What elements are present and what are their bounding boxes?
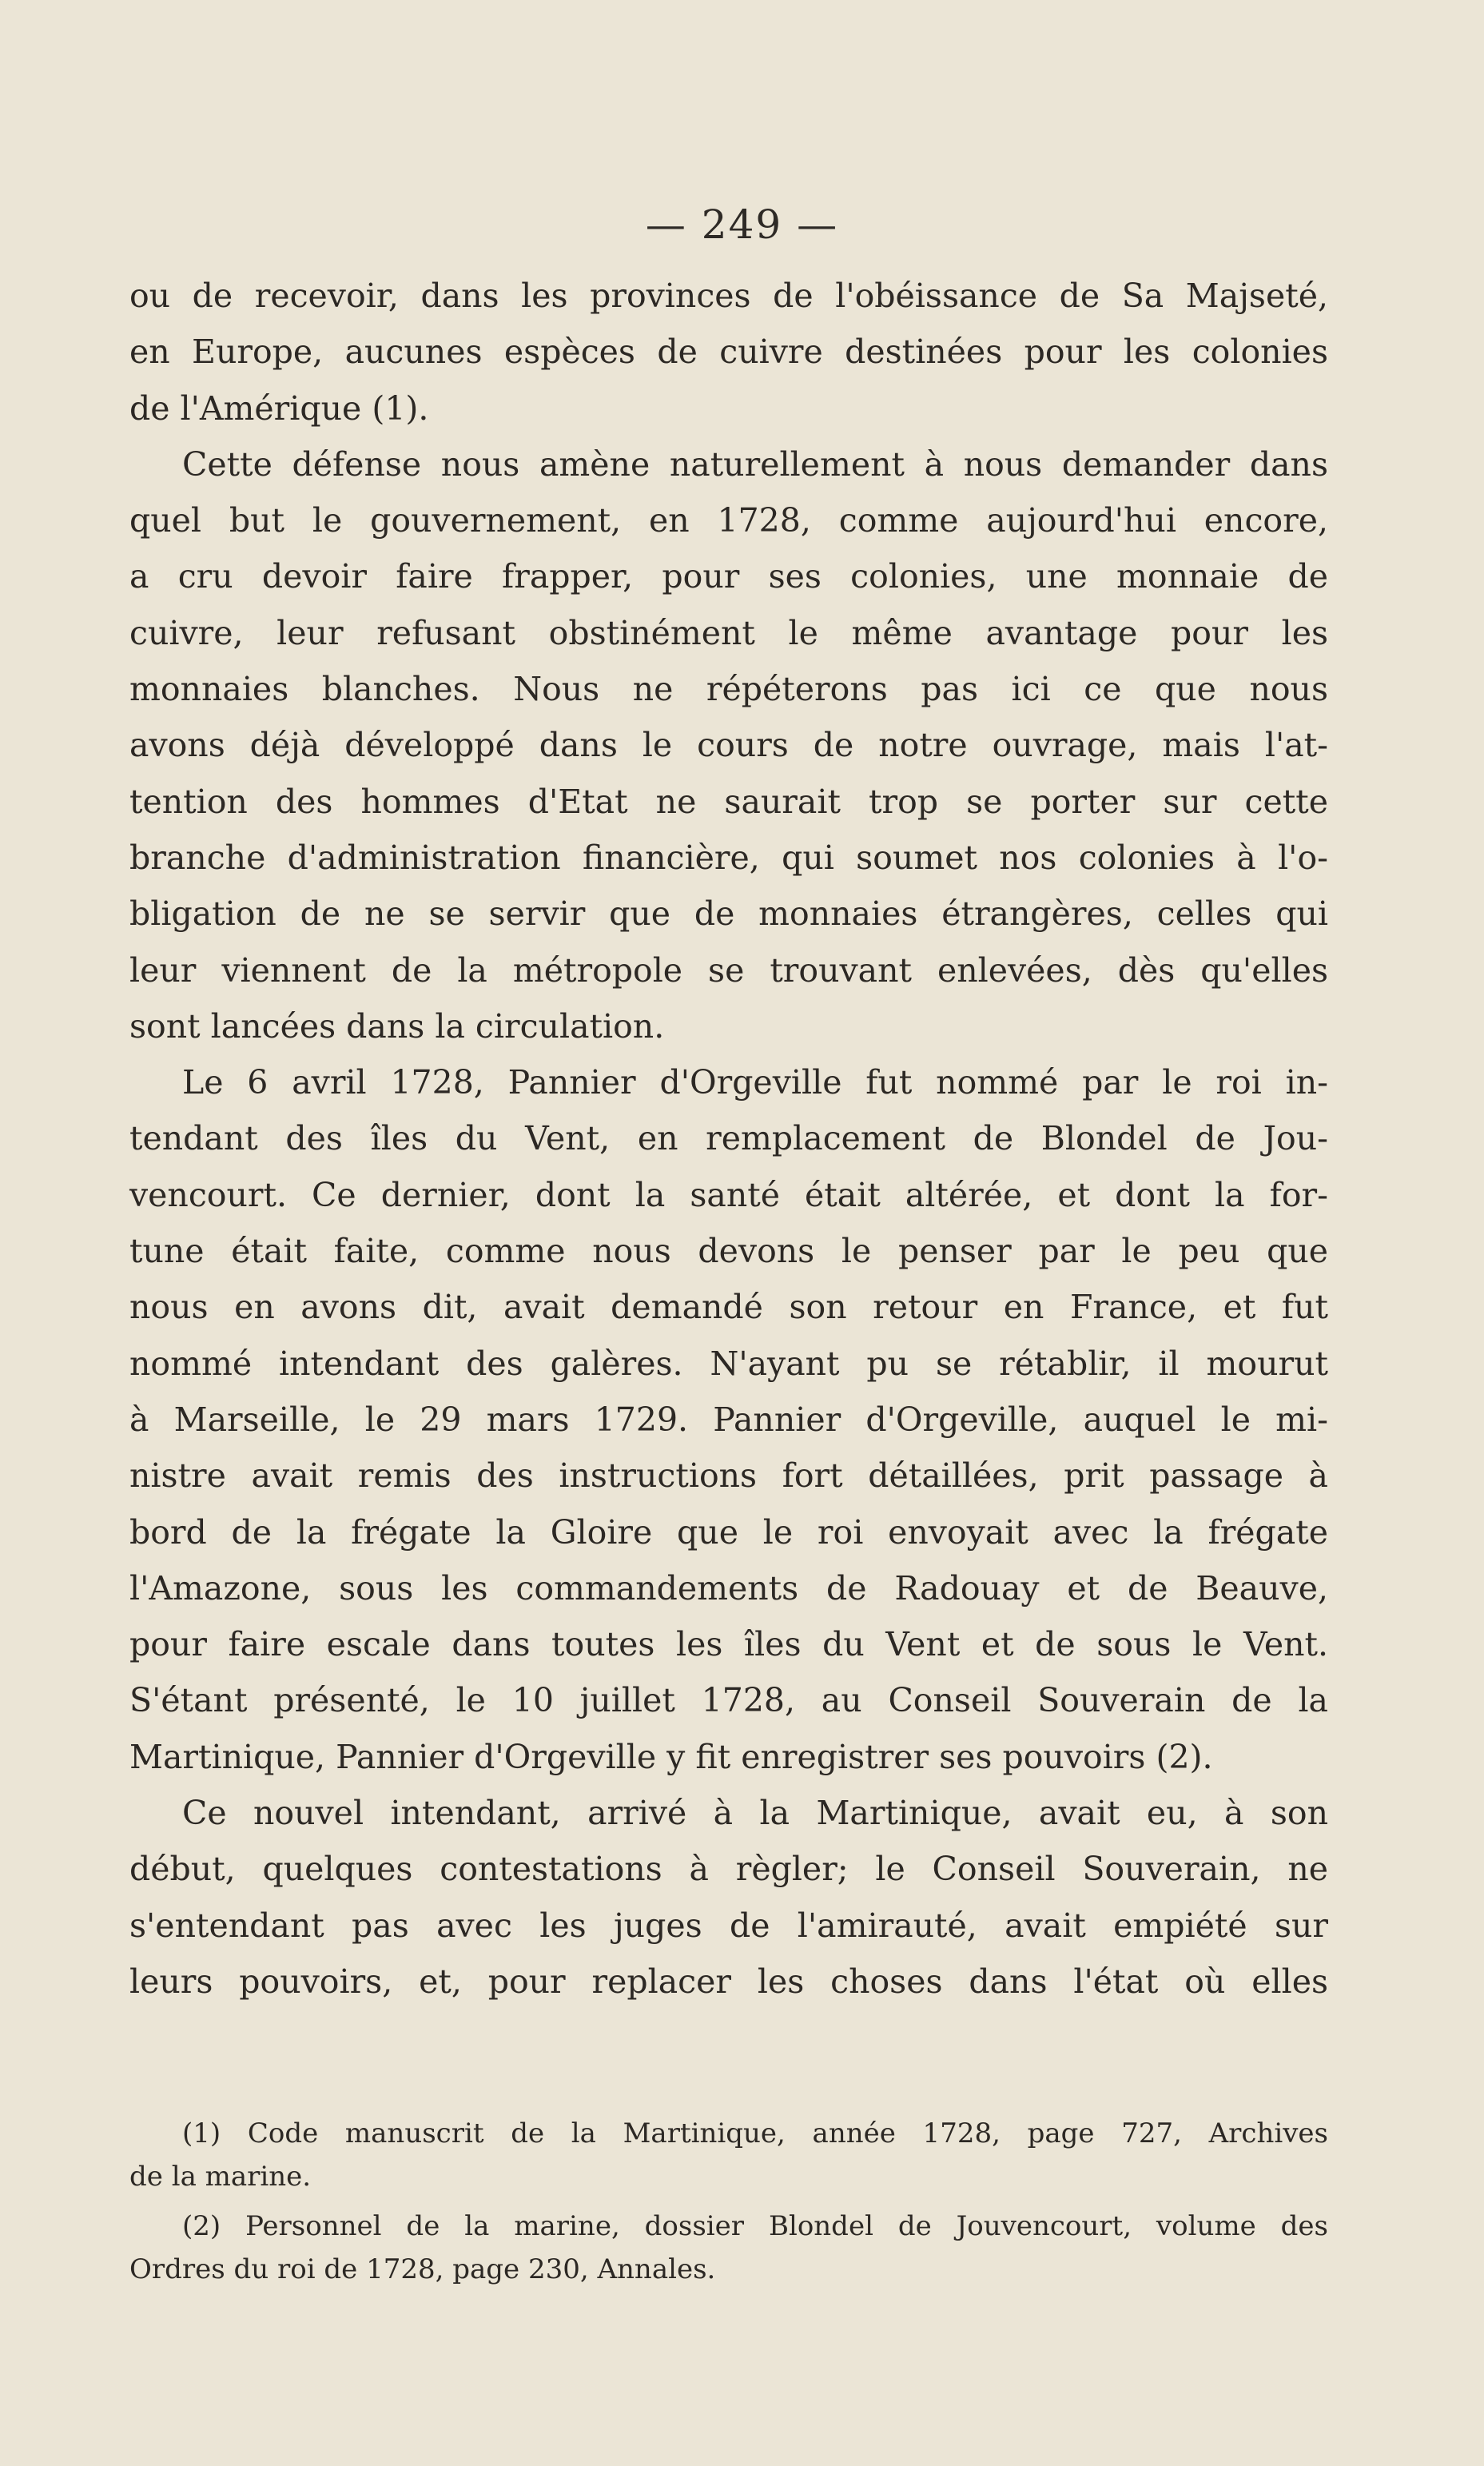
text-line: ou de recevoir, dans les provinces de l'obéissance de Sa Majseté,	[129, 277, 1328, 315]
text-line: nommé intendant des galères. N'ayant pu se rétablir, il mourut	[129, 1344, 1328, 1383]
text-line: avons déjà développé dans le cours de notre ouvrage, mais l'at-	[129, 726, 1328, 765]
body-text	[129, 268, 1328, 2010]
text-line: nistre avait remis des instructions fort détaillées, prit passage à	[129, 1456, 1328, 1496]
text-line: à Marseille, le 29 mars 1729. Pannier d'Orgeville, auquel le mi-	[129, 1400, 1328, 1439]
text-line: leur viennent de la métropole se trouvant enlevées, dès qu'elles	[129, 950, 1328, 990]
text-line: tention des hommes d'Etat ne saurait trop se porter sur cette	[129, 782, 1328, 821]
text-line: début, quelques contestations à règler; le Conseil Souverain, ne	[129, 1850, 1328, 1889]
footnote-2: (2) Personnel de la marine, dossier Blondel de Jouvencourt, volume des	[182, 2210, 1328, 2242]
text-line: cuivre, leur refusant obstinément le même avantage pour les	[129, 613, 1328, 652]
footnote-1: (1) Code manuscrit de la Martinique, année 1728, page 727, Archives	[182, 2117, 1328, 2149]
text-line: de l'Amérique (1).	[129, 388, 429, 428]
text-line: Le 6 avril 1728, Pannier d'Orgeville fut nommé par le roi in-	[182, 1063, 1328, 1102]
text-line: en Europe, aucunes espèces de cuivre destinées pour les colonies	[129, 333, 1328, 372]
text-line: s'entendant pas avec les juges de l'amirauté, avait empiété sur	[129, 1906, 1328, 1945]
text-line: vencourt. Ce dernier, dont la santé était altérée, et dont la for-	[129, 1175, 1328, 1214]
text-line: bord de la frégate la Gloire que le roi envoyait avec la frégate	[129, 1512, 1328, 1552]
text-line: leurs pouvoirs, et, pour replacer les choses dans l'état où elles	[129, 1962, 1328, 2001]
page-number: — 249 —	[645, 201, 839, 248]
text-line: a cru devoir faire frapper, pour ses colonies, une monnaie de	[129, 557, 1328, 596]
text-line: Martinique, Pannier d'Orgeville y fit enregistrer ses pouvoirs (2).	[129, 1737, 1213, 1776]
footnote-1-continuation: de la marine.	[129, 2161, 312, 2193]
text-line: monnaies blanches. Nous ne répéterons pas ici ce que nous	[129, 670, 1328, 709]
text-line: tune était faite, comme nous devons le penser par le peu que	[129, 1232, 1328, 1271]
text-line: l'Amazone, sous les commandements de Radouay et de Beauve,	[129, 1568, 1328, 1607]
text-line: branche d'administration financière, qui soumet nos colonies à l'o-	[129, 838, 1328, 877]
text-line: Ce nouvel intendant, arrivé à la Martinique, avait eu, à son	[182, 1794, 1328, 1833]
text-line: S'étant présenté, le 10 juillet 1728, au Conseil Souverain de la	[129, 1681, 1328, 1720]
footnote-2-continuation: Ordres du roi de 1728, page 230, Annales.	[129, 2253, 716, 2285]
text-line: tendant des îles du Vent, en remplacement de Blondel de Jou-	[129, 1119, 1328, 1158]
text-line: bligation de ne se servir que de monnaies étrangères, celles qui	[129, 894, 1328, 934]
text-line: Cette défense nous amène naturellement à nous demander dans	[182, 444, 1328, 484]
text-line: pour faire escale dans toutes les îles du Vent et de sous le Vent.	[129, 1625, 1328, 1664]
footnotes	[129, 2112, 1328, 2291]
text-line: sont lancées dans la circulation.	[129, 1006, 665, 1046]
text-line: nous en avons dit, avait demandé son retour en France, et fut	[129, 1288, 1328, 1327]
text-line: quel but le gouvernement, en 1728, comme aujourd'hui encore,	[129, 501, 1328, 540]
